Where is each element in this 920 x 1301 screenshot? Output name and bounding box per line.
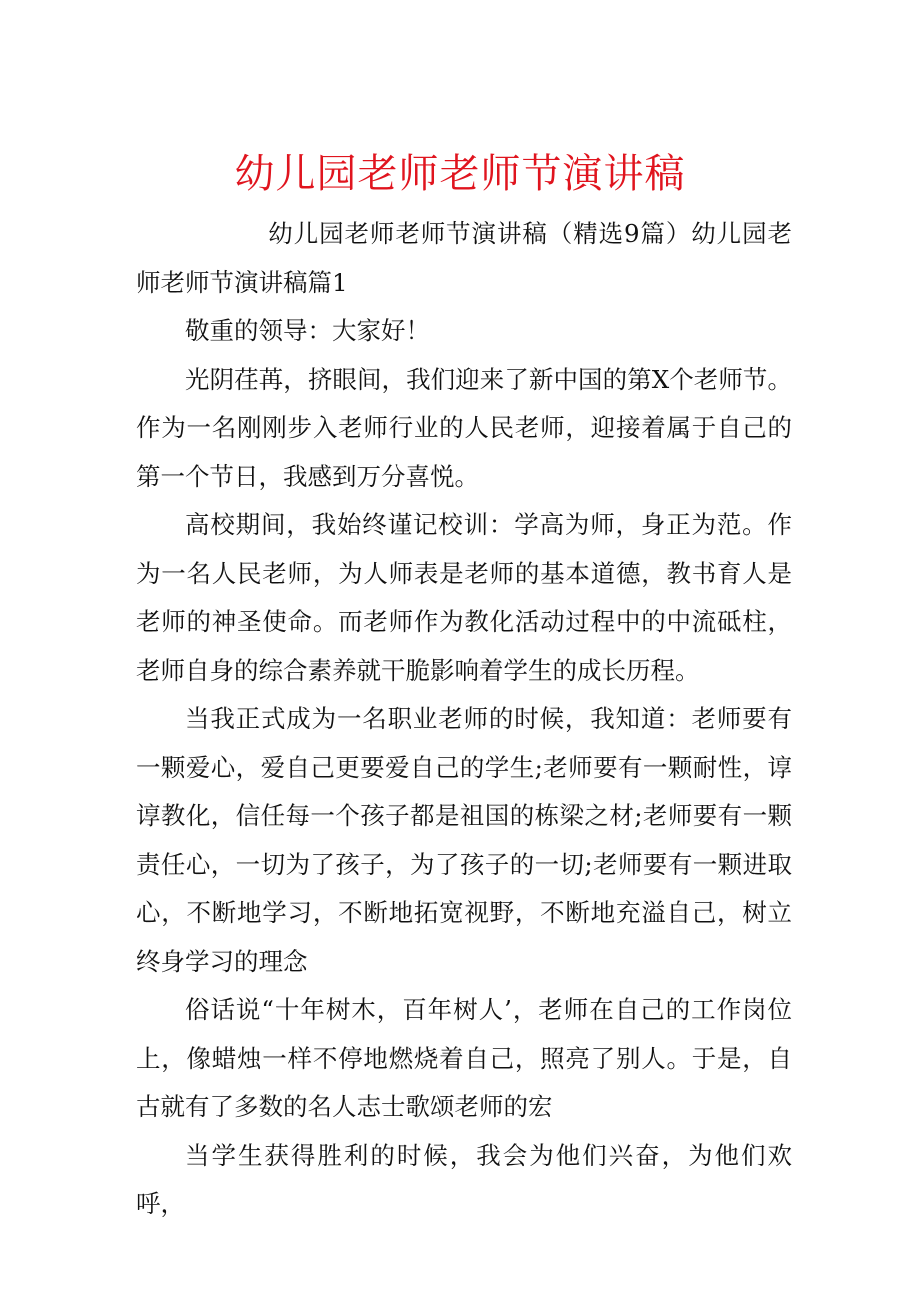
paragraph: 光阴荏苒，挤眼间，我们迎来了新中国的第X个老师节。作为一名刚刚步入老师行业的人民老师，迎接着属于自己的第一个节日，我感到万分喜悦。	[136, 364, 792, 491]
paragraph: 高校期间，我始终谨记校训：学高为师，身正为范。作为一名人民老师，为人师表是老师的基本道德，教书育人是老师的神圣使命。而老师作为教化活动过程中的中流砥柱，老师自身的综合素养就干脆影响着学生的成长历程。	[136, 510, 792, 685]
document-title: 幼儿园老师老师节演讲稿	[234, 151, 686, 197]
paragraph: 当学生获得胜利的时候，我会为他们兴奋，为他们欢呼，	[136, 1140, 792, 1218]
paragraph: 俗话说“十年树木，百年树人’，老师在自己的工作岗位上，像蜡烛一样不停地燃烧着自己，照亮了别人。于是，自古就有了多数的名人志士歌颂老师的宏	[136, 995, 792, 1121]
paragraph-greeting: 敬重的领导：大家好！	[185, 316, 430, 345]
document-body	[136, 210, 792, 1229]
paragraph-intro: 幼儿园老师老师节演讲稿（精选9篇）幼儿园老师老师节演讲稿篇1	[136, 219, 792, 297]
paragraph: 当我正式成为一名职业老师的时候，我知道：老师要有一颗爱心，爱自己更要爱自己的学生;老师要有一颗耐性，谆谆教化，信任每一个孩子都是祖国的栋梁之材;老师要有一颗责任心，一切为了孩子，为了孩子的一切;老师要有一颗进取心，不断地学习，不断地拓宽视野，不断地充溢自己，树立终身学习的理念	[136, 704, 792, 976]
